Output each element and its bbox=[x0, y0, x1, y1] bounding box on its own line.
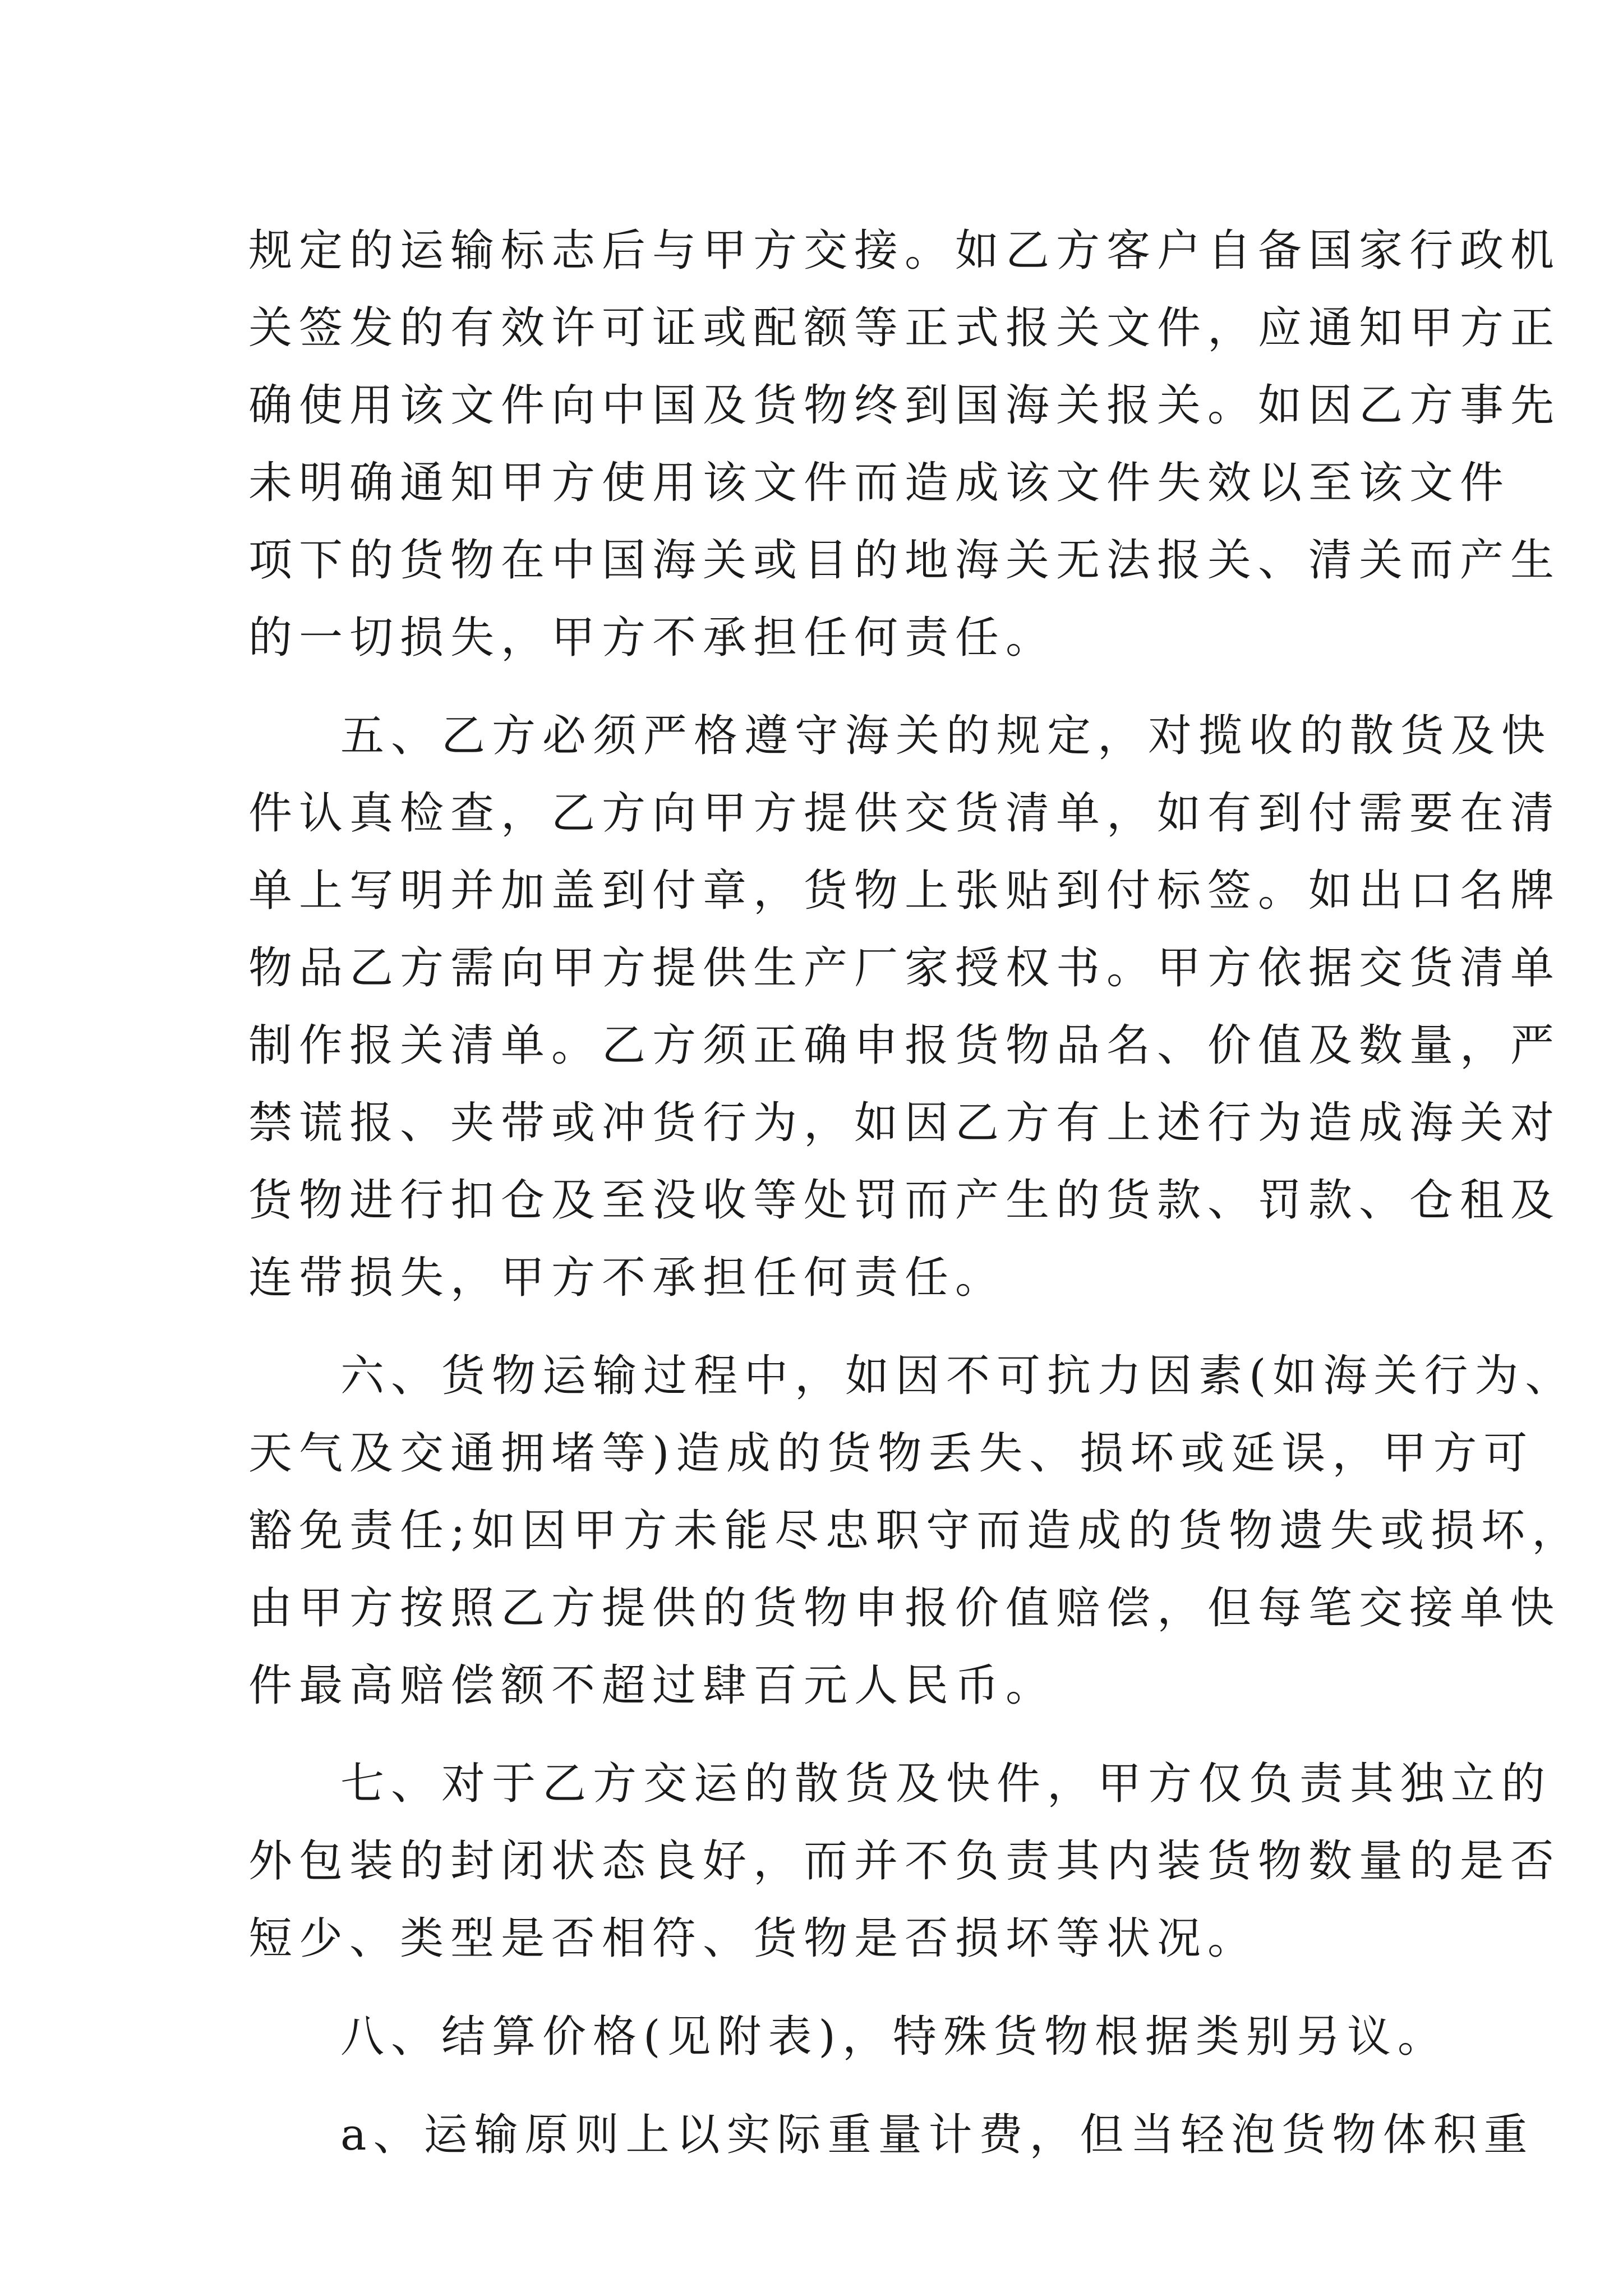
paragraph-clause-7 bbox=[248, 1745, 1561, 1977]
document-body bbox=[248, 212, 1583, 2174]
text-line: 五、乙方必须严格遵守海关的规定，对揽收的散货及快 bbox=[340, 711, 1552, 761]
paragraph-spacer bbox=[248, 1977, 1398, 1998]
text-line: 件认真检查，乙方向甲方提供交货清单，如有到付需要在清 bbox=[248, 788, 1561, 839]
text-line: 八、结算价格(见附表)，特殊货物根据类别另议。 bbox=[340, 2012, 1448, 2062]
text-line: 未明确通知甲方使用该文件而造成该文件失效以至该文件 bbox=[248, 458, 1511, 508]
text-line: 制作报关清单。乙方须正确申报货物品名、价值及数量，严 bbox=[248, 1020, 1561, 1071]
paragraph-spacer bbox=[248, 2076, 1398, 2096]
text-line: 规定的运输标志后与甲方交接。如乙方客户自备国家行政机 bbox=[248, 226, 1561, 276]
text-line: 关签发的有效许可证或配额等正式报关文件，应通知甲方正 bbox=[248, 303, 1561, 353]
text-line: 货物进行扣仓及至没收等处罚而产生的货款、罚款、仓租及 bbox=[248, 1175, 1561, 1226]
paragraph-clause-6 bbox=[248, 1337, 1583, 1724]
paragraph-spacer bbox=[248, 677, 1398, 697]
text-line: 物品乙方需向甲方提供生产厂家授权书。甲方依据交货清单 bbox=[248, 943, 1561, 993]
text-line: 七、对于乙方交运的散货及快件，甲方仅负责其独立的 bbox=[340, 1759, 1552, 1809]
paragraph-spacer bbox=[248, 1724, 1398, 1745]
paragraph-clause-8 bbox=[248, 1998, 1448, 2076]
text-line: a、运输原则上以实际重量计费，但当轻泡货物体积重 bbox=[340, 2110, 1534, 2160]
text-line: 天气及交通拥堵等)造成的货物丢失、损坏或延误，甲方可 bbox=[248, 1428, 1534, 1479]
paragraph-clause-8a bbox=[248, 2096, 1534, 2174]
paragraph-clause-5 bbox=[248, 697, 1561, 1317]
text-line: 短少、类型是否相符、货物是否损坏等状况。 bbox=[248, 1913, 1258, 1964]
text-line: 件最高赔偿额不超过肆百元人民币。 bbox=[248, 1660, 1057, 1711]
text-line: 单上写明并加盖到付章，货物上张贴到付标签。如出口名牌 bbox=[248, 866, 1561, 916]
text-line: 连带损失，甲方不承担任何责任。 bbox=[248, 1253, 1006, 1303]
text-line: 外包装的封闭状态良好，而并不负责其内装货物数量的是否 bbox=[248, 1836, 1561, 1887]
text-line: 确使用该文件向中国及货物终到国海关报关。如因乙方事先 bbox=[248, 380, 1561, 431]
text-line: 的一切损失，甲方不承担任何责任。 bbox=[248, 613, 1057, 663]
text-line: 豁免责任;如因甲方未能尽忠职守而造成的货物遗失或损坏， bbox=[248, 1506, 1583, 1556]
text-line: 项下的货物在中国海关或目的地海关无法报关、清关而产生 bbox=[248, 535, 1561, 586]
text-line: 禁谎报、夹带或冲货行为，如因乙方有上述行为造成海关对 bbox=[248, 1098, 1561, 1148]
text-line: 六、货物运输过程中，如因不可抗力因素(如海关行为、 bbox=[340, 1351, 1576, 1401]
text-line: 由甲方按照乙方提供的货物申报价值赔偿，但每笔交接单快 bbox=[248, 1583, 1561, 1634]
paragraph-continued bbox=[248, 212, 1561, 677]
paragraph-spacer bbox=[248, 1317, 1398, 1337]
